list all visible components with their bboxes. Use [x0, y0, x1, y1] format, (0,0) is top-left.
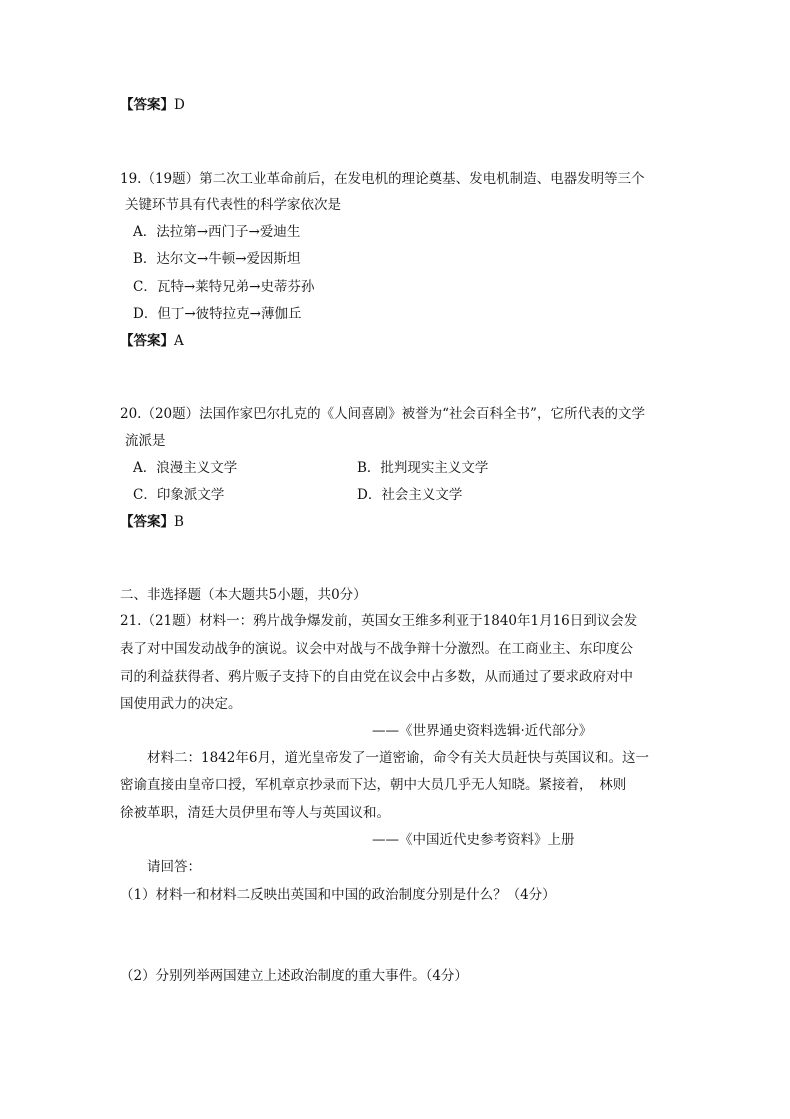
q20-option-c: C．印象派文学: [133, 487, 225, 503]
q19-option-d: D．但丁→彼特拉克→薄伽丘: [133, 306, 302, 322]
q21-source2: ——《中国近代史参考资料》上册: [372, 832, 575, 848]
q21-source1: ——《世界通史资料选辑·近代部分》: [372, 723, 593, 739]
q19-option-b: B．达尔文→牛顿→爱因斯坦: [133, 251, 301, 267]
q18-answer: [120, 96, 185, 114]
q19-option-a: A．法拉第→西门子→爱迪生: [133, 224, 301, 240]
q21-material1-line1: 21.（21题）材料一：鸦片战争爆发前，英国女王维多利亚于1840年1月16日到议会发: [120, 613, 638, 629]
answer-value: B: [174, 514, 184, 530]
q21-prompt: 请回答：: [147, 859, 201, 875]
answer-label: 【答案】: [120, 97, 174, 113]
q21-material1-line2: 表了对中国发动战争的演说。议会中对战与不战争辩十分激烈。在工商业主、东印度公: [120, 641, 633, 657]
q21-material2-line3: 徐被革职，清廷大员伊里布等人与英国议和。: [120, 805, 390, 821]
q21-material1-line3: 司的利益获得者、鸦片贩子支持下的自由党在议会中占多数，从而通过了要求政府对中: [120, 669, 633, 685]
answer-label: 【答案】: [120, 333, 174, 349]
q19-stem-line2: 关键环节具有代表性的科学家依次是: [125, 197, 341, 213]
q20-answer: [120, 513, 184, 531]
section2-heading: 二、非选择题（本大题共5小题，共0分）: [120, 587, 367, 603]
q19-stem-line1: 19.（19题）第二次工业革命前后，在发电机的理论奠基、发电机制造、电器发明等三个: [120, 171, 645, 187]
q21-material2-line1: 材料二：1842年6月，道光皇帝发了一道密谕，命令有关大员赶快与英国议和。这一: [147, 750, 649, 766]
q20-option-a: A．浪漫主义文学: [133, 460, 238, 476]
q20-option-b: B．批判现实主义文学: [357, 460, 489, 476]
answer-value: A: [174, 333, 184, 349]
q20-option-d: D．社会主义文学: [357, 487, 463, 503]
q21-material2-line2: 密谕直接由皇帝口授，军机章京抄录而下达，朝中大员几乎无人知晓。紧接着， 林则: [120, 777, 627, 793]
answer-label: 【答案】: [120, 514, 174, 530]
q20-stem-line1: 20.（20题）法国作家巴尔扎克的《人间喜剧》被誉为“社会百科全书”，它所代表的文学: [120, 406, 645, 422]
q20-stem-line2: 流派是: [125, 433, 166, 449]
q19-option-c: C．瓦特→莱特兄弟→史蒂芬孙: [133, 279, 315, 295]
q21-material1-line4: 国使用武力的决定。: [120, 696, 242, 712]
q21-subquestion-2: （2）分别列举两国建立上述政治制度的重大事件。（4分）: [120, 968, 468, 984]
q21-subquestion-1: （1）材料一和材料二反映出英国和中国的政治制度分别是什么？（4分）: [120, 887, 556, 903]
q19-answer: [120, 332, 184, 350]
answer-value: D: [174, 97, 185, 113]
